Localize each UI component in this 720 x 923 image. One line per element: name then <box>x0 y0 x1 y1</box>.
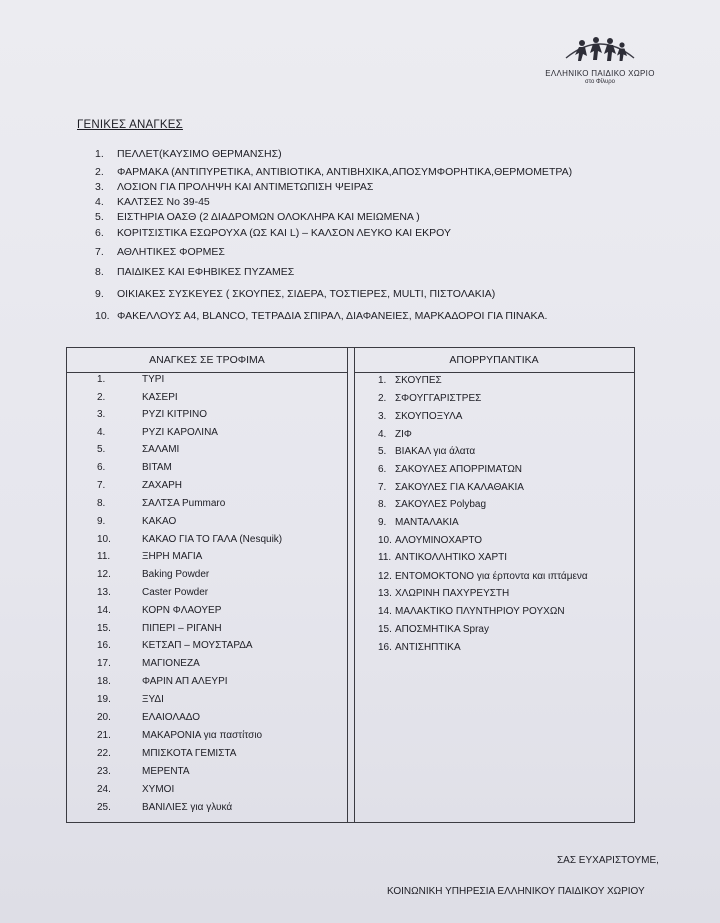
item-number: 4. <box>95 196 104 208</box>
general-needs-title: ΓΕΝΙΚΕΣ ΑΝΑΓΚΕΣ <box>77 119 183 131</box>
item-text: ΦΑΚΕΛΛΟΥΣ Α4, BLANCO, ΤΕΤΡΑΔΙΑ ΣΠΙΡΑΛ, ΔΙΑΦΑΝΕΙΕΣ, ΜΑΡΚΑΔΟΡΟΙ ΓΙΑ ΠΙΝΑΚΑ. <box>117 310 548 322</box>
item-text: ΛΟΣΙΟΝ ΓΙΑ ΠΡΟΛΗΨΗ ΚΑΙ ΑΝΤΙΜΕΤΩΠΙΣΗ ΨΕΙΡΑΣ <box>117 181 374 193</box>
item-text: ΦΑΡΜΑΚΑ (ΑΝΤΙΠΥΡΕΤΙΚΑ, ΑΝΤΙΒΙΟΤΙΚΑ, ΑΝΤΙΒΗΧΙΚΑ,ΑΠΟΣΥΜΦΟΡΗΤΙΚΑ,ΘΕΡΜΟΜΕΤΡΑ) <box>117 166 573 178</box>
row-text: ΖΑΧΑΡΗ <box>142 480 183 491</box>
row-text: ΚΑΣΕΡΙ <box>142 392 178 403</box>
row-text: ΑΠΟΣΜΗΤΙΚΑ Spray <box>395 624 489 635</box>
item-number: 10. <box>95 310 110 322</box>
row-text: ΜΑΚΑΡΟΝΙΑ για παστίτσιο <box>142 730 263 741</box>
row-text: ΒΑΝΙΛΙΕΣ για γλυκά <box>142 802 233 813</box>
closing-thanks: ΣΑΣ ΕΥΧΑΡΙΣΤΟΥΜΕ, <box>557 855 659 866</box>
row-number: 6. <box>378 464 387 475</box>
row-number: 16. <box>378 642 392 653</box>
item-text: ΠΑΙΔΙΚΕΣ ΚΑΙ ΕΦΗΒΙΚΕΣ ΠΥΖΑΜΕΣ <box>117 266 295 278</box>
item-number: 3. <box>95 181 104 193</box>
row-text: ΡΥΖΙ ΚΙΤΡΙΝΟ <box>142 409 208 420</box>
row-text: ΣΑΚΟΥΛΕΣ ΓΙΑ ΚΑΛΑΘΑΚΙΑ <box>395 482 524 493</box>
row-number: 15. <box>97 623 111 634</box>
row-text: ΤΥΡΙ <box>142 374 165 385</box>
item-number: 7. <box>95 246 104 258</box>
row-text: ΣΦΟΥΓΓΑΡΙΣΤΡΕΣ <box>395 393 482 404</box>
list-item <box>95 310 547 322</box>
row-text: ΑΛΟΥΜΙΝΟΧΑΡΤΟ <box>395 535 483 546</box>
row-number: 2. <box>97 392 106 403</box>
organization-logo <box>520 28 680 85</box>
row-text: ΠΙΠΕΡΙ – ΡΙΓΑΝΗ <box>142 623 222 634</box>
row-number: 23. <box>97 766 111 777</box>
row-number: 18. <box>97 676 111 687</box>
cleaning-supplies-table <box>348 347 635 823</box>
row-number: 5. <box>378 446 387 457</box>
row-number: 17. <box>97 658 111 669</box>
list-item <box>95 246 225 258</box>
row-text: ΚΟΡΝ ΦΛΑΟΥΕΡ <box>142 605 222 616</box>
row-text: ΣΚΟΥΠΕΣ <box>395 375 442 386</box>
row-number: 13. <box>378 588 392 599</box>
row-number: 16. <box>97 640 111 651</box>
row-text: ΜΕΡΕΝΤΑ <box>142 766 190 777</box>
row-number: 6. <box>97 462 106 473</box>
row-number: 9. <box>378 517 387 528</box>
row-number: 11. <box>97 551 111 562</box>
row-number: 14. <box>97 605 111 616</box>
row-text: ΧΛΩΡΙΝΗ ΠΑΧΥΡΕΥΣΤΗ <box>395 588 510 599</box>
item-text: ΕΙΣΤΗΡΙΑ ΟΑΣΘ (2 ΔΙΑΔΡΟΜΩΝ ΟΛΟΚΛΗΡΑ ΚΑΙ ΜΕΙΩΜΕΝΑ ) <box>117 211 420 223</box>
row-number: 15. <box>378 624 392 635</box>
row-text: ΧΥΜΟΙ <box>142 784 175 795</box>
list-item <box>95 266 294 278</box>
row-text: Baking Powder <box>142 569 210 580</box>
item-text: ΚΑΛΤΣΕΣ No 39-45 <box>117 196 210 208</box>
column-divider <box>354 348 355 822</box>
list-item <box>95 148 282 160</box>
row-number: 5. <box>97 444 106 455</box>
row-text: ΣΚΟΥΠΟΞΥΛΑ <box>395 411 463 422</box>
row-text: ΦΑΡΙΝ ΑΠ ΑΛΕΥΡΙ <box>142 676 228 687</box>
row-number: 10. <box>378 535 392 546</box>
item-number: 2. <box>95 166 104 178</box>
row-number: 1. <box>97 374 106 385</box>
children-figures-icon <box>560 28 640 68</box>
row-text: ΞΗΡΗ ΜΑΓΙΑ <box>142 551 203 562</box>
row-text: ΖΙΦ <box>395 429 412 440</box>
item-text: ΑΘΛΗΤΙΚΕΣ ΦΟΡΜΕΣ <box>117 246 225 258</box>
row-number: 12. <box>378 571 392 582</box>
row-text: ΣΑΛΤΣΑ Pummaro <box>142 498 226 509</box>
row-number: 12. <box>97 569 111 580</box>
row-text: ΕΝΤΟΜΟΚΤΟΝΟ για έρποντα και ιπτάμενα <box>395 571 588 582</box>
list-item <box>95 181 373 193</box>
signature-line: ΚΟΙΝΩΝΙΚΗ ΥΠΗΡΕΣΙΑ ΕΛΛΗΝΙΚΟΥ ΠΑΙΔΙΚΟΥ ΧΩΡΙΟΥ <box>387 886 645 897</box>
item-text: ΟΙΚΙΑΚΕΣ ΣΥΣΚΕΥΕΣ ( ΣΚΟΥΠΕΣ, ΣΙΔΕΡΑ, ΤΟΣΤΙΕΡΕΣ, MULTI, ΠΙΣΤΟΛΑΚΙΑ) <box>117 288 496 300</box>
row-text: ΚΑΚΑΟ ΓΙΑ ΤΟ ΓΑΛΑ (Nesquik) <box>142 534 283 545</box>
cleaning-table-header: ΑΠΟΡΡΥΠΑΝΤΙΚΑ <box>354 348 634 373</box>
row-number: 9. <box>97 516 106 527</box>
row-number: 24. <box>97 784 111 795</box>
row-number: 7. <box>97 480 106 491</box>
row-number: 19. <box>97 694 111 705</box>
food-needs-table <box>66 347 348 823</box>
row-number: 14. <box>378 606 392 617</box>
row-text: ΜΑΓΙΟΝΕΖΑ <box>142 658 200 669</box>
row-number: 13. <box>97 587 111 598</box>
row-number: 7. <box>378 482 387 493</box>
list-item <box>95 166 572 178</box>
item-number: 9. <box>95 288 104 300</box>
row-number: 4. <box>97 427 106 438</box>
row-text: Caster Powder <box>142 587 209 598</box>
row-number: 21. <box>97 730 111 741</box>
list-item <box>95 288 495 300</box>
item-number: 8. <box>95 266 104 278</box>
row-text: ΕΛΑΙΟΛΑΔΟ <box>142 712 200 723</box>
row-number: 3. <box>378 411 387 422</box>
row-text: ΑΝΤΙΚΟΛΛΗΤΙΚΟ ΧΑΡΤΙ <box>395 552 508 563</box>
logo-subtitle: στο Φίλυρο <box>585 79 615 85</box>
row-number: 2. <box>378 393 387 404</box>
item-number: 1. <box>95 148 104 160</box>
item-text: ΠΕΛΛΕΤ(ΚΑΥΣΙΜΟ ΘΕΡΜΑΝΣΗΣ) <box>117 148 282 160</box>
row-text: ΣΑΚΟΥΛΕΣ Polybag <box>395 499 487 510</box>
row-number: 10. <box>97 534 111 545</box>
item-text: ΚΟΡΙΤΣΙΣΤΙΚΑ ΕΣΩΡΟΥΧΑ (ΩΣ ΚΑΙ L) – ΚΑΛΣΟΝ ΛΕΥΚΟ ΚΑΙ ΕΚΡΟΥ <box>117 227 451 239</box>
row-number: 20. <box>97 712 111 723</box>
row-number: 1. <box>378 375 387 386</box>
row-text: ΜΠΙΣΚΟΤΑ ΓΕΜΙΣΤΑ <box>142 748 237 759</box>
row-text: ΣΑΛΑΜΙ <box>142 444 180 455</box>
list-item <box>95 227 451 239</box>
row-text: ΡΥΖΙ ΚΑΡΟΛΙΝΑ <box>142 427 218 438</box>
row-text: ΞΥΔΙ <box>142 694 164 705</box>
row-text: ΒΙΑΚΑΛ για άλατα <box>395 446 476 457</box>
item-number: 5. <box>95 211 104 223</box>
row-text: ΜΑΛΑΚΤΙΚΟ ΠΛΥΝΤΗΡΙΟΥ ΡΟΥΧΩΝ <box>395 606 565 617</box>
item-number: 6. <box>95 227 104 239</box>
row-number: 8. <box>378 499 387 510</box>
row-text: ΜΑΝΤΑΛΑΚΙΑ <box>395 517 459 528</box>
row-text: ΑΝΤΙΣΗΠΤΙΚΑ <box>395 642 461 653</box>
row-number: 22. <box>97 748 111 759</box>
logo-name: ΕΛΛΗΝΙΚΟ ΠΑΙΔΙΚΟ ΧΩΡΙΟ <box>545 69 655 78</box>
row-text: ΒΙΤΑΜ <box>142 462 172 473</box>
row-text: ΚΑΚΑΟ <box>142 516 177 527</box>
row-number: 8. <box>97 498 106 509</box>
row-number: 25. <box>97 802 111 813</box>
row-text: ΣΑΚΟΥΛΕΣ ΑΠΟΡΡΙΜΑΤΩΝ <box>395 464 523 475</box>
row-number: 4. <box>378 429 387 440</box>
row-number: 11. <box>378 552 392 563</box>
list-item <box>95 211 420 223</box>
list-item <box>95 196 210 208</box>
row-text: ΚΕΤΣΑΠ – ΜΟΥΣΤΑΡΔΑ <box>142 640 253 651</box>
food-table-header: ΑΝΑΓΚΕΣ ΣΕ ΤΡΟΦΙΜΑ <box>67 348 347 373</box>
row-number: 3. <box>97 409 106 420</box>
